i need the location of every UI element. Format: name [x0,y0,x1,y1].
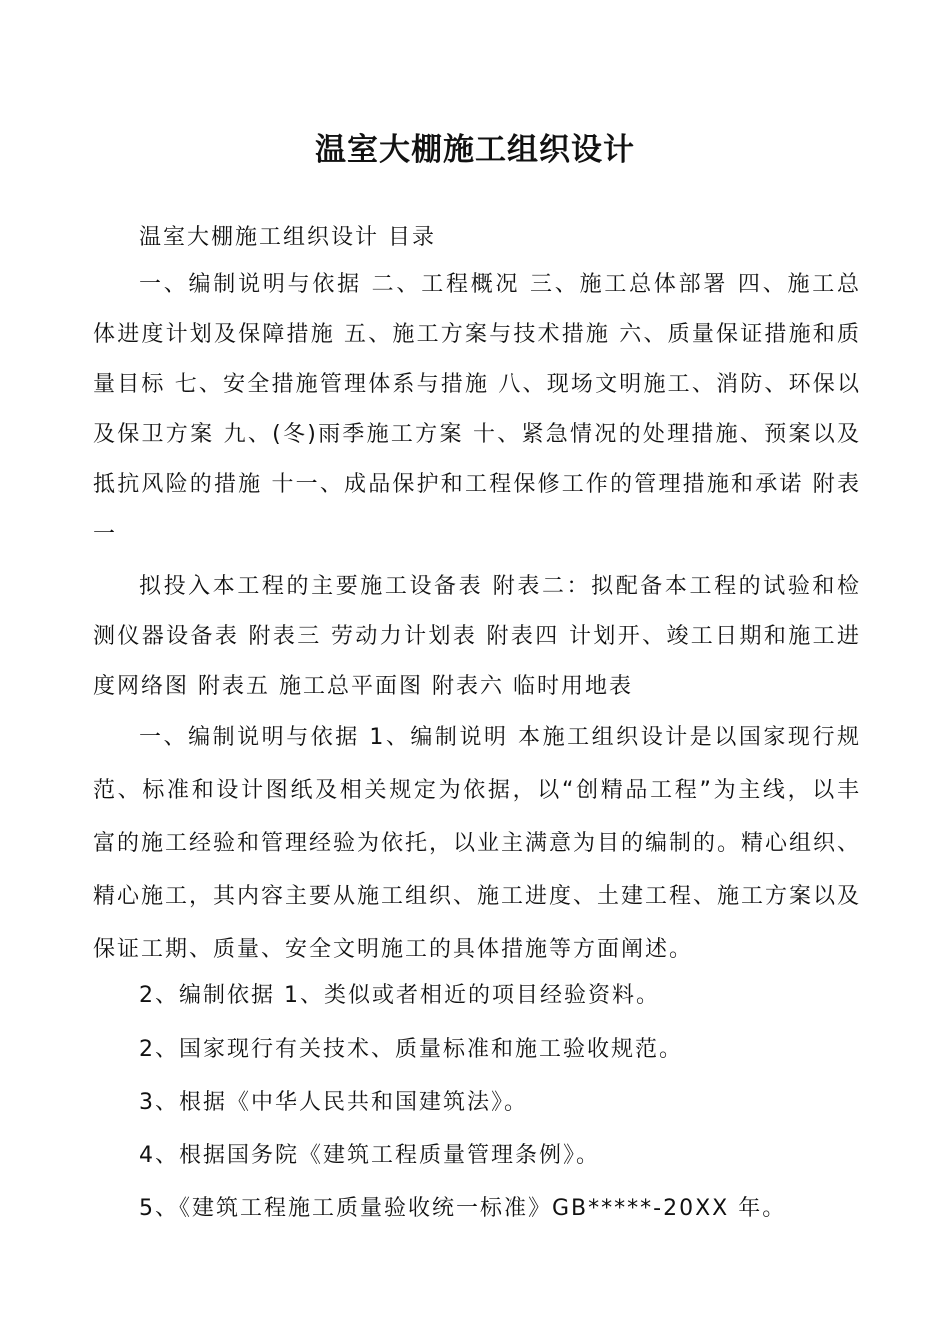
paragraph-basis-5: 5、《建筑工程施工质量验收统一标准》GB*****-20XX 年。 [139,1196,787,1221]
paragraph-basis-1: 2、编制依据 1、类似或者相近的项目经验资料。 [139,983,660,1008]
page-title: 温室大棚施工组织设计 [315,131,635,168]
paragraph-basis-3: 3、根据《中华人民共和国建筑法》。 [139,1090,528,1115]
paragraph-toc-heading: 温室大棚施工组织设计 目录 [139,225,436,250]
paragraph-basis-2: 2、国家现行有关技术、质量标准和施工验收规范。 [139,1037,683,1062]
paragraph-toc-appendices: 拟投入本工程的主要施工设备表 附表二：拟配备本工程的试验和检测仪器设备表 附表三 劳动力计划表 附表四 计划开、竣工日期和施工进度网络图 附表五 施工总平面图 附表六 临时用地表 [93,574,861,699]
paragraph-toc-sections: 一、编制说明与依据 二、工程概况 三、施工总体部署 四、施工总体进度计划及保障措施 五、施工方案与技术措施 六、质量保证措施和质量目标 七、安全措施管理体系与措施 八、现场文明施工、消防、环保以及保卫方案 九、(冬)雨季施工方案 十、紧急情况的处理措施、预案以及抵抗风险的措施 十一、成品保护和工程保修工作的管理措施和承诺 附表一 [93,272,861,547]
paragraph-basis-4: 4、根据国务院《建筑工程质量管理条例》。 [139,1143,600,1168]
paragraph-compilation-description: 一、编制说明与依据 1、编制说明 本施工组织设计是以国家现行规范、标准和设计图纸及相关规定为依据，以“创精品工程”为主线，以丰富的施工经验和管理经验为依托，以业主满意为目的编制的。精心组织、精心施工，其内容主要从施工组织、施工进度、土建工程、施工方案以及保证工期、质量、安全文明施工的具体措施等方面阐述。 [93,725,862,962]
